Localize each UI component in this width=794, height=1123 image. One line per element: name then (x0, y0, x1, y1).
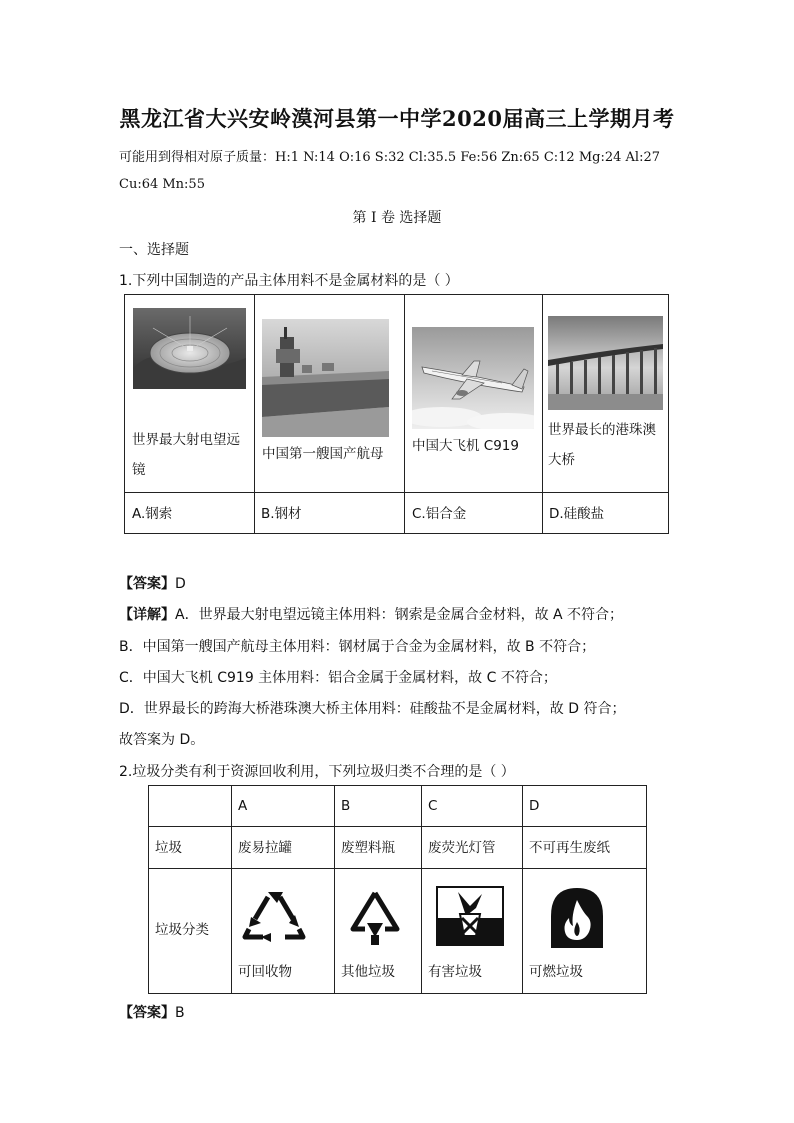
q2-garbage-a: 废易拉罐 (238, 840, 292, 856)
atomic-masses-line-2: Cu:64 Mn:55 (119, 177, 205, 192)
q2-header-b: B (341, 798, 351, 814)
q1-detail-line-1: 【详解】A．世界最大射电望远镜主体用料：钢索是金属合金材料，故 A 不符合； (119, 607, 624, 623)
atomic-masses-line-1: 可能用到得相对原子质量：H:1 N:14 O:16 S:32 Cl:35.5 Fe:56 Zn:65 C:12 Mg:24 Al:27 (119, 150, 660, 165)
q1-option-b: B.钢材 (261, 506, 302, 522)
recycle-icon (241, 889, 307, 947)
q1-option-d: D.硅酸盐 (549, 506, 605, 522)
bridge-photo (548, 316, 663, 410)
q1-caption-a: 世界最大射电望远 镜 (132, 432, 240, 478)
q1-question: 1.下列中国制造的产品主体用料不是金属材料的是（ ） (119, 273, 459, 289)
flammable-waste-icon (547, 886, 607, 948)
hazardous-waste-icon (436, 886, 504, 946)
q1-table (124, 294, 669, 534)
q1-answer: 【答案】D (119, 576, 186, 592)
airplane-photo (412, 327, 534, 429)
q2-header-c: C (428, 798, 438, 814)
q2-row-class-label: 垃圾分类 (155, 922, 209, 938)
q2-question: 2.垃圾分类有利于资源回收利用，下列垃圾归类不合理的是（ ） (119, 764, 515, 780)
q2-header-d: D (529, 798, 540, 814)
q1-caption-c: 中国大飞机 C919 (412, 438, 519, 454)
radio-telescope-photo (133, 308, 246, 389)
aircraft-carrier-photo (262, 319, 389, 437)
q2-garbage-b: 废塑料瓶 (341, 840, 395, 856)
q1-caption-d: 世界最长的港珠澳 大桥 (548, 422, 656, 468)
q2-row-garbage-label: 垃圾 (155, 840, 182, 856)
q2-garbage-c: 废荧光灯管 (428, 840, 496, 856)
q1-detail-line-3: C．中国大飞机 C919 主体用料：铝合金属于金属材料，故 C 不符合； (119, 670, 557, 686)
q1-detail-line-2: B．中国第一艘国产航母主体用料：钢材属于合金为金属材料，故 B 不符合； (119, 639, 596, 655)
q1-option-a: A.钢索 (132, 506, 173, 522)
q2-class-c: 有害垃圾 (428, 964, 482, 980)
document-title: 黑龙江省大兴安岭漠河县第一中学2020届高三上学期月考 (119, 106, 675, 131)
q2-class-b: 其他垃圾 (341, 964, 395, 980)
q2-class-a: 可回收物 (238, 964, 292, 980)
section-title: 一、选择题 (119, 242, 189, 258)
q2-class-d: 可燃垃圾 (529, 964, 583, 980)
other-waste-icon (345, 889, 405, 949)
q2-answer: 【答案】B (119, 1005, 185, 1021)
part-title: 第 I 卷 选择题 (352, 210, 442, 226)
q2-table (148, 785, 647, 994)
q2-garbage-d: 不可再生废纸 (529, 840, 610, 856)
q1-option-c: C.铝合金 (412, 506, 467, 522)
q1-caption-b: 中国第一艘国产航母 (262, 446, 384, 462)
q1-detail-line-5: 故答案为 D。 (119, 732, 205, 748)
q2-header-a: A (238, 798, 248, 814)
q1-detail-line-4: D．世界最长的跨海大桥港珠澳大桥主体用料：硅酸盐不是金属材料，故 D 符合； (119, 701, 626, 717)
